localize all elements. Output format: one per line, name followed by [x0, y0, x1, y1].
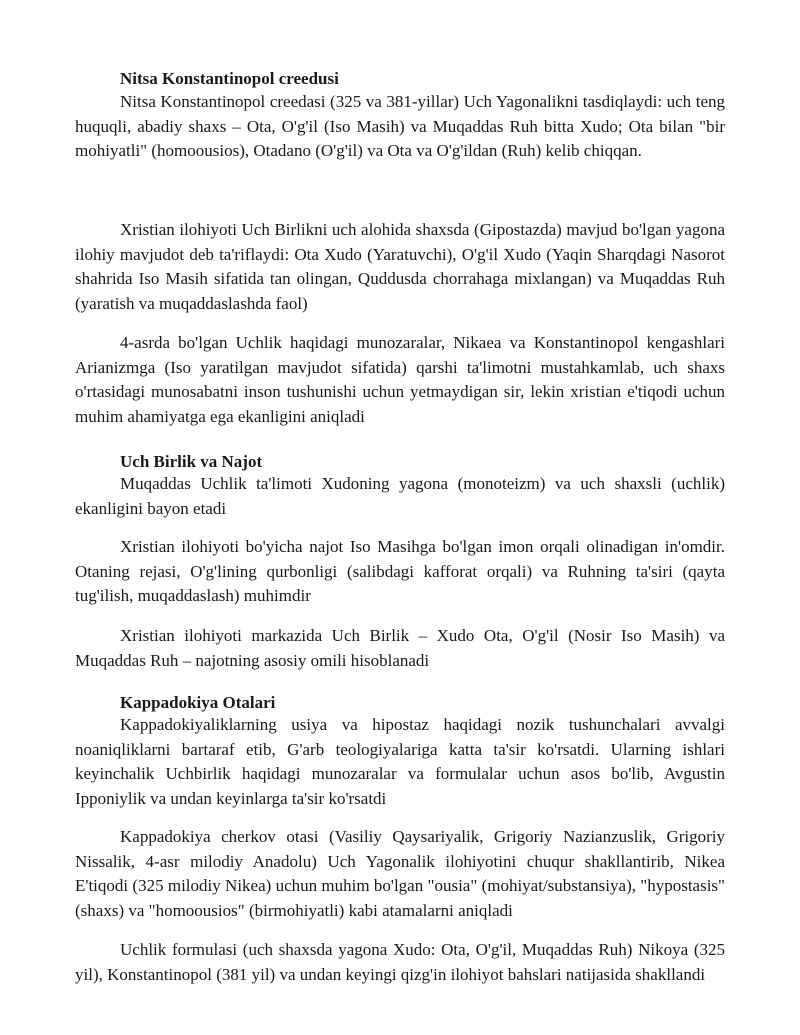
paragraph	[75, 938, 725, 987]
paragraph	[75, 624, 725, 673]
paragraph	[75, 218, 725, 316]
paragraph	[75, 90, 725, 164]
section-heading-trinity-salvation: Uch Birlik va Najot	[120, 452, 263, 471]
paragraph-text: Xristian ilohiyoti Uch Birlikni uch alohida shaxsda (Gipostazda) mavjud bo'lgan yagona ilohiy mavjudot deb ta'riflaydi: Ota Xudo (Yaratuvchi), O'g'il Xudo (Yaqin Sharqdagi Nasorot shahrida Iso Masih sifatida tan olingan, Quddusda chorrahaga mixlangan) va Muqaddas Ruh (yaratish va muqaddaslashda faol)	[75, 220, 725, 313]
paragraph	[75, 472, 725, 521]
paragraph-text: Muqaddas Uchlik ta'limoti Xudoning yagona (monoteizm) va uch shaxsli (uchlik) ekanligini bayon etadi	[75, 474, 725, 518]
paragraph	[75, 331, 725, 429]
paragraph-text: Uchlik formulasi (uch shaxsda yagona Xudo: Ota, O'g'il, Muqaddas Ruh) Nikoya (325 yil), Konstantinopol (381 yil) va undan keyingi qizg'in ilohiyot bahslari natijasida shakllandi	[75, 940, 725, 984]
section-heading-cappadocian-fathers: Kappadokiya Otalari	[120, 693, 276, 712]
paragraph	[75, 713, 725, 811]
paragraph-text: Nitsa Konstantinopol creedasi (325 va 381-yillar) Uch Yagonalikni tasdiqlaydi: uch teng huquqli, abadiy shaxs – Ota, O'g'il (Iso Masih) va Muqaddas Ruh bitta Xudo; Ota bilan "bir mohiyatli" (homoousios), Otadano (O'g'il) va Ota va O'g'ildan (Ruh) kelib chiqqan.	[75, 92, 725, 160]
paragraph-text: Xristian ilohiyoti markazida Uch Birlik – Xudo Ota, O'g'il (Nosir Iso Masih) va Muqaddas Ruh – najotning asosiy omili hisoblanadi	[75, 626, 725, 670]
paragraph	[75, 825, 725, 923]
paragraph-text: 4-asrda bo'lgan Uchlik haqidagi munozaralar, Nikaea va Konstantinopol kengashlari Arianizmga (Iso yaratilgan mavjudot sifatida) qarshi ta'limotni mustahkamlab, uch shaxs o'rtasidagi munosabatni inson tushunishi uchun yetmaydigan sir, lekin xristian e'tiqodi uchun muhim ahamiyatga ega ekanligini aniqladi	[75, 333, 725, 426]
section-heading-nitsa-creed: Nitsa Konstantinopol creedusi	[120, 69, 339, 88]
paragraph-text: Kappadokiya cherkov otasi (Vasiliy Qaysariyalik, Grigoriy Nazianzuslik, Grigoriy Nissalik, 4-asr milodiy Anadolu) Uch Yagonalik ilohiyotini chuqur shakllantirib, Nikea E'tiqodi (325 milodiy Nikea) uchun muhim bo'lgan "ousia" (mohiyat/substansiya), "hypostasis" (shaxs) va "homoousios" (birmohiyatli) kabi atamalarni aniqladi	[75, 827, 725, 920]
paragraph	[75, 535, 725, 609]
paragraph-text: Xristian ilohiyoti bo'yicha najot Iso Masihga bo'lgan imon orqali olinadigan in'omdir. Otaning rejasi, O'g'lining qurbonligi (salibdagi kafforat orqali) va Ruhning ta'siri (qayta tug'ilish, muqaddaslash) muhimdir	[75, 537, 725, 605]
paragraph-text: Kappadokiyaliklarning usiya va hipostaz haqidagi nozik tushunchalari avvalgi noaniqliklarni bartaraf etib, G'arb teologiyalariga katta ta'sir ko'rsatdi. Ularning ishlari keyinchalik Uchbirlik haqidagi munozaralar va formulalar uchun asos bo'lib, Avgustin Ipponiylik va undan keyinlarga ta'sir ko'rsatdi	[75, 715, 725, 808]
